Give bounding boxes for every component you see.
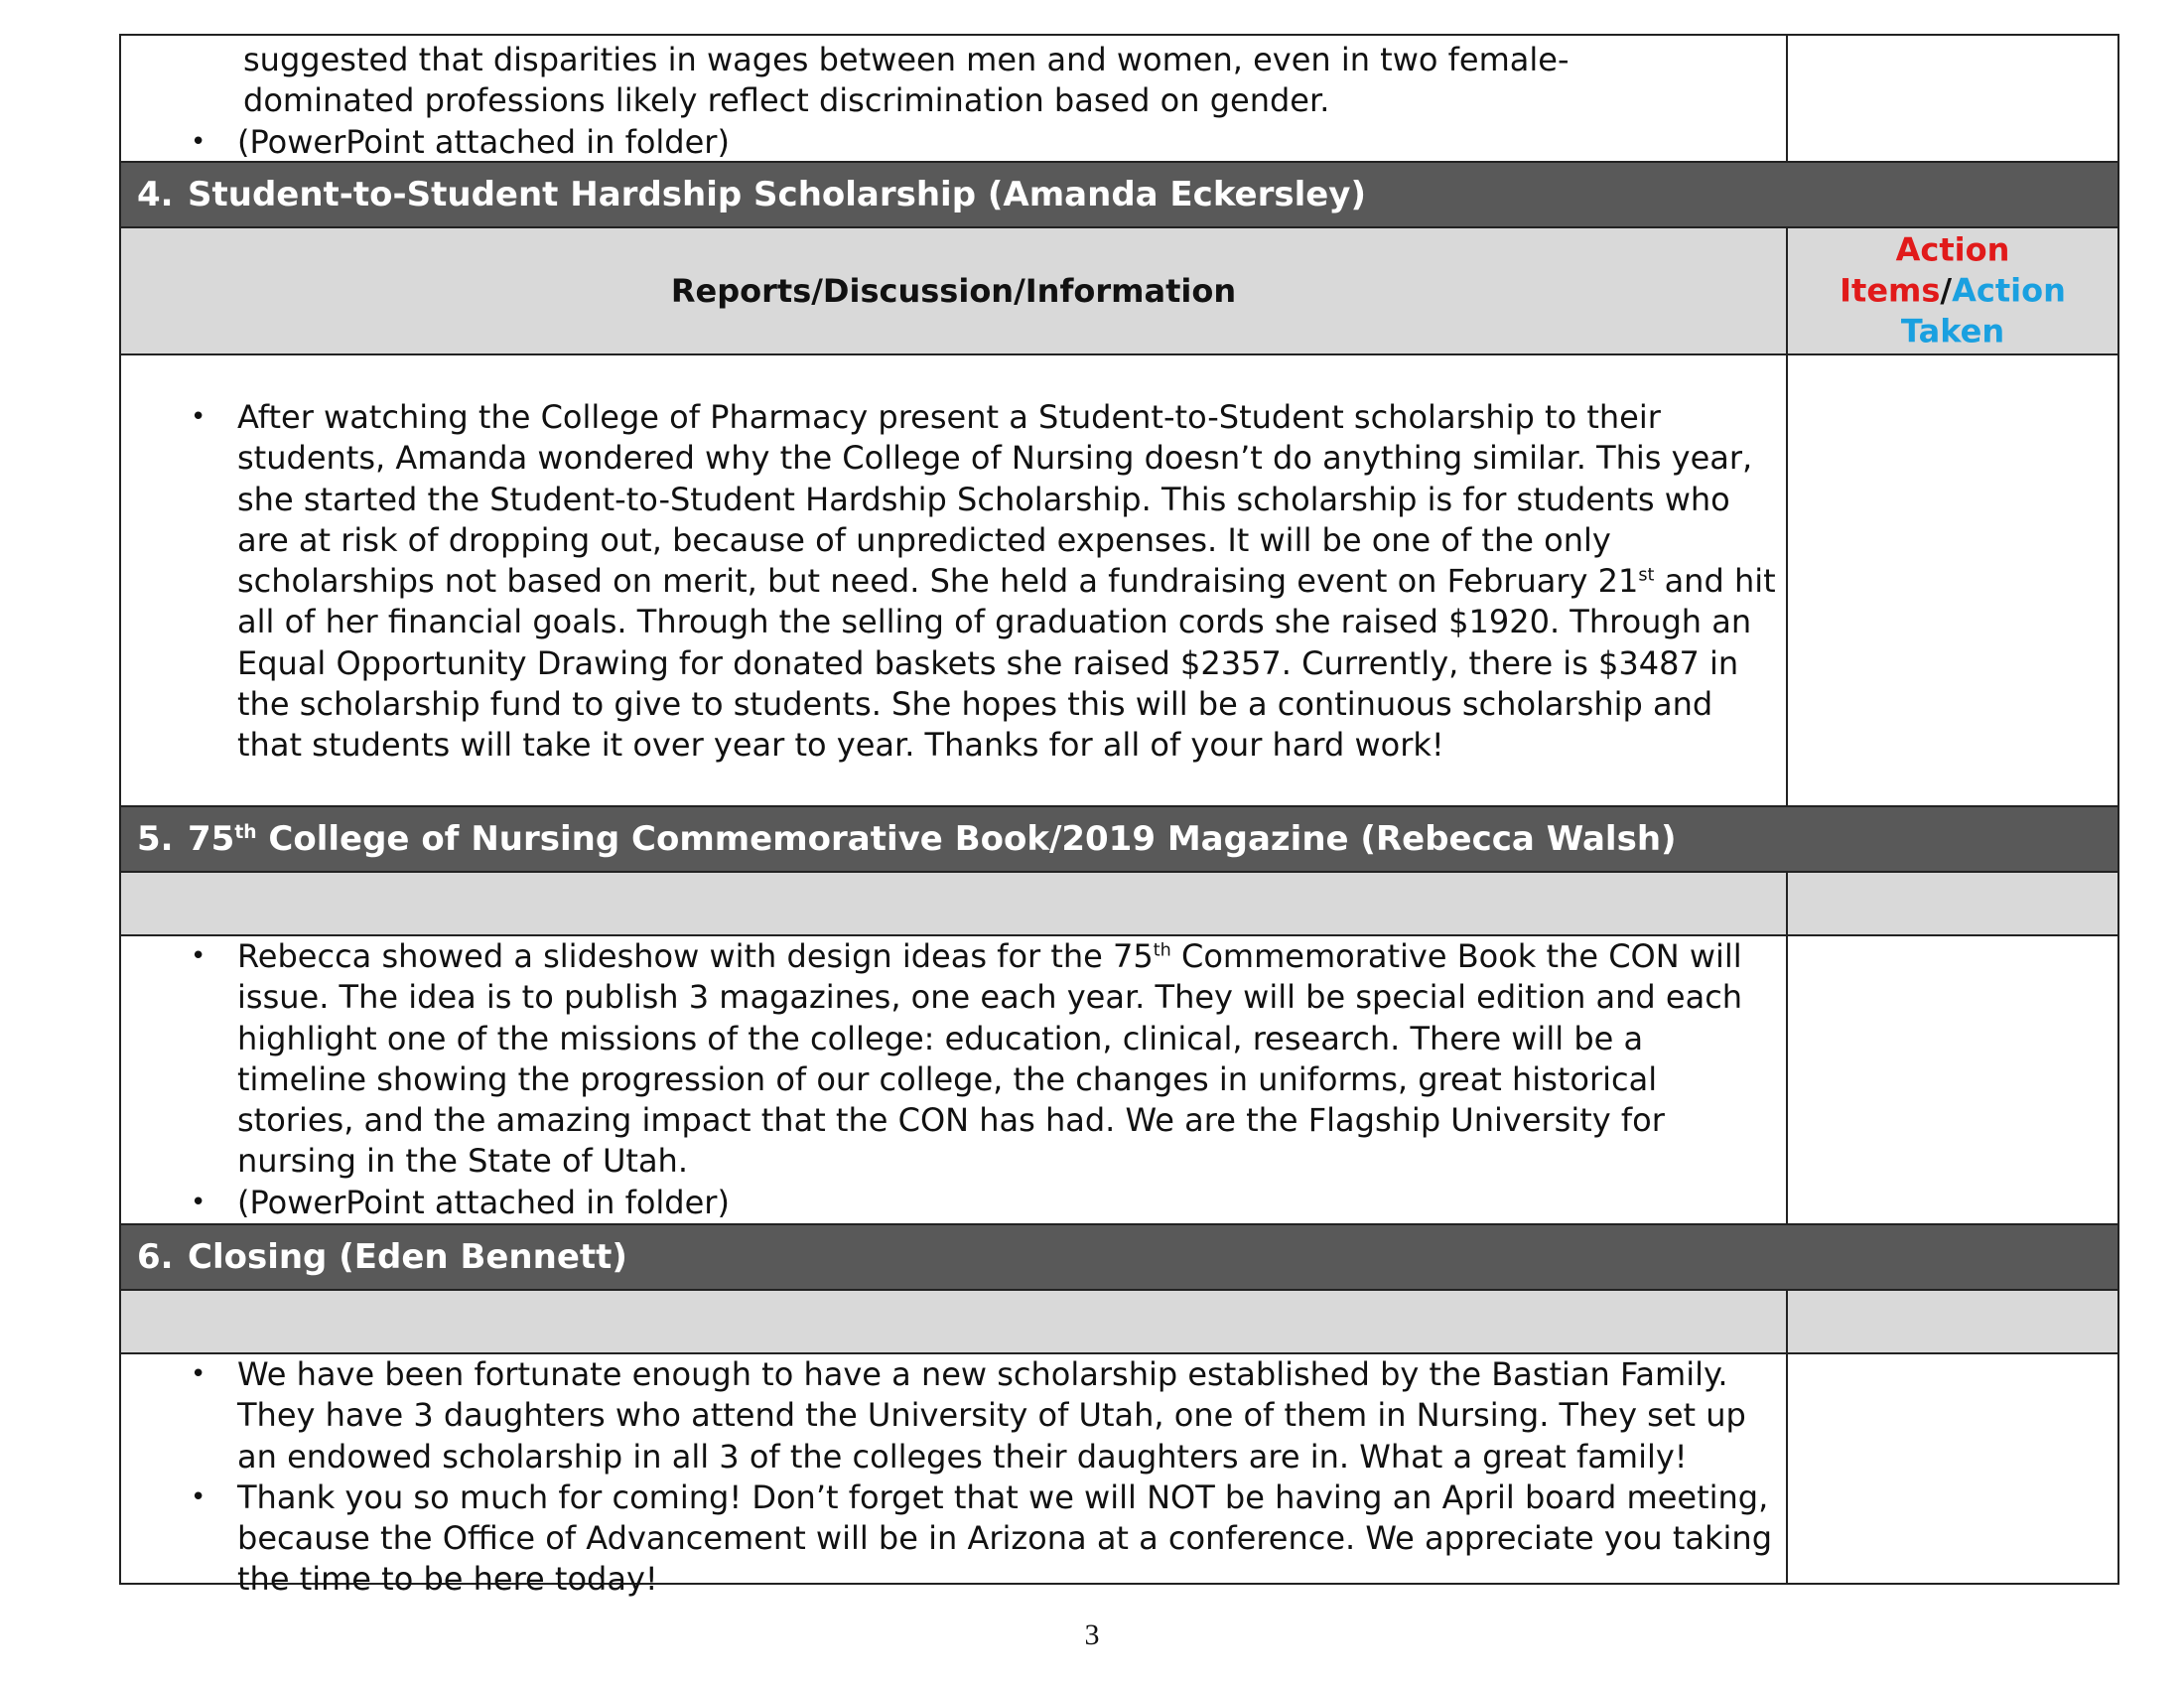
list-item	[121, 936, 1786, 1183]
commemorative-book-text: Rebecca showed a slideshow with design ideas for the 75th Commemorative Book the CON will issue. The idea is to publish 3 magazines, one each year. They will be special edition and each highlight one of the missions of the college: education, clinical, research. There will be a timeline showing the progression of our college, the changes in uniforms, great historical stories, and the amazing impact that the CON has had. We are the Flagship University for nursing in the State of Utah.	[237, 937, 1743, 1181]
section-5-subheader-left	[121, 873, 1786, 934]
carryover-text: suggested that disparities in wages between men and women, even in two female-dominated professions likely reflect discrimination based on gender.	[243, 41, 1570, 120]
slash-separator: /	[1940, 271, 1953, 310]
section-4-text-cell	[121, 355, 1786, 805]
bullet-icon: •	[191, 402, 206, 432]
bullet-icon: •	[191, 126, 206, 157]
section-4-title: Student-to-Student Hardship Scholarship (Amanda Eckersley)	[188, 175, 1366, 214]
list-item	[121, 1183, 1786, 1223]
section-5-body	[121, 934, 2117, 1223]
bastian-scholarship-text: We have been fortunate enough to have a new scholarship established by the Bastian Family. They have 3 daughters who attend the University of Utah, one of them in Nursing. They set up an endowed scholarship in all 3 of the colleges their daughters are in. What a great family!	[237, 1355, 1746, 1476]
section-4-header	[121, 161, 2117, 226]
list-item	[121, 1477, 1786, 1601]
action-header-label	[1788, 230, 2117, 352]
list-item	[121, 397, 1786, 767]
section-6-body	[121, 1352, 2117, 1599]
section-4-body	[121, 353, 2117, 805]
section-4-column-header	[121, 226, 2117, 353]
list-item	[121, 1354, 1786, 1477]
section-5-header	[121, 805, 2117, 871]
section-5-subheader-right	[1786, 873, 2117, 934]
carryover-left-cell	[121, 36, 1786, 161]
section-5-subheader	[121, 871, 2117, 934]
section-6-number: 6.	[137, 1237, 174, 1277]
section-5-text-cell	[121, 936, 1786, 1223]
bullet-icon: •	[191, 1187, 206, 1217]
section-6-text-cell	[121, 1354, 1786, 1599]
list-item	[121, 122, 1786, 163]
carryover-action-cell	[1786, 36, 2117, 161]
powerpoint-note: (PowerPoint attached in folder)	[237, 1183, 730, 1221]
section-6-action-cell	[1786, 1354, 2117, 1583]
section-6-subheader-left	[121, 1291, 1786, 1352]
bullet-icon: •	[191, 1481, 206, 1512]
section-6-title: Closing (Eden Bennett)	[188, 1237, 627, 1277]
section-6-header	[121, 1223, 2117, 1289]
section-4-number: 4.	[137, 175, 174, 214]
minutes-table	[119, 34, 2119, 1599]
section-5-title: 75th College of Nursing Commemorative Book/2019 Magazine (Rebecca Walsh)	[188, 819, 1677, 859]
section-5-action-cell	[1786, 936, 2117, 1223]
taken-word: Taken	[1900, 312, 2005, 351]
section-5-number: 5.	[137, 819, 174, 859]
section-6-subheader	[121, 1289, 2117, 1352]
carryover-bullet: (PowerPoint attached in folder)	[237, 122, 730, 161]
section-6-subheader-right	[1786, 1291, 2117, 1352]
action-header-cell	[1786, 228, 2117, 353]
items-word: Items	[1840, 271, 1941, 310]
bullet-icon: •	[191, 941, 206, 971]
reports-header-label: Reports/Discussion/Information	[670, 272, 1237, 310]
scholarship-report-text: After watching the College of Pharmacy present a Student-to-Student scholarship to their students, Amanda wondered why the College of Nursing doesn’t do anything similar. This year, she started the Student-to-Student Hardship Scholarship. This scholarship is for students who are at risk of dropping out, because of unpredicted expenses. It will be one of the only scholarships not based on merit, but need. She held a fundraising event on February 21st and hit all of her financial goals. Through the selling of graduation cords she raised $1920. Through an Equal Opportunity Drawing for donated baskets she raised $2357. Currently, there is $3487 in the scholarship fund to give to students. She hopes this will be a continuous scholarship and that students will take it over year to year. Thanks for all of your hard work!	[237, 398, 1776, 765]
action-taken-word: Action	[1952, 271, 2066, 310]
section-4-action-cell	[1786, 355, 2117, 805]
reports-header-cell	[121, 228, 1786, 353]
page-number: 3	[1084, 1618, 1100, 1651]
closing-thanks-text: Thank you so much for coming! Don’t forget that we will NOT be having an April board meeting, because the Office of Advancement will be in Arizona at a conference. We appreciate you taking the time to be here today!	[237, 1477, 1773, 1599]
bullet-icon: •	[191, 1359, 206, 1389]
action-word: Action	[1895, 230, 2010, 269]
carryover-row	[121, 36, 2117, 161]
